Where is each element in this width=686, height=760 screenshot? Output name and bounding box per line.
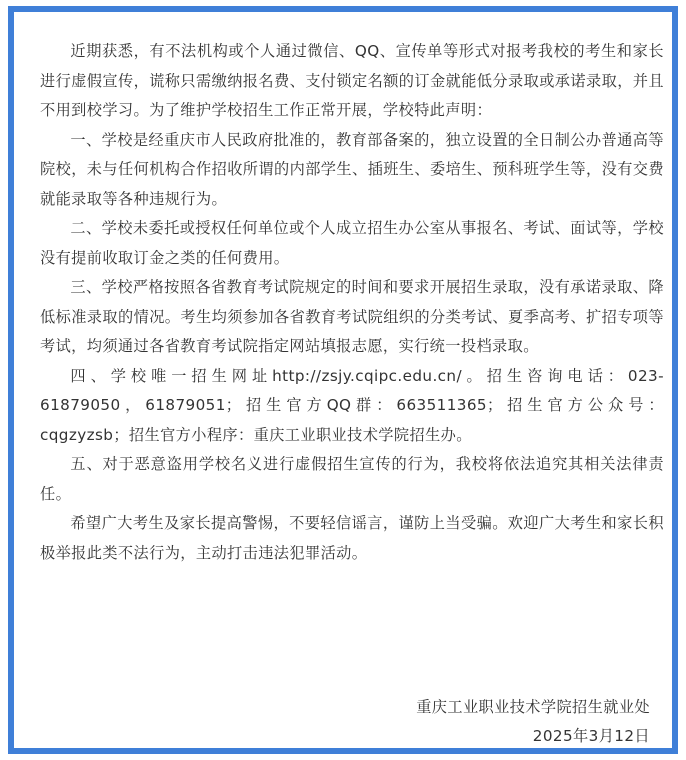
statement-4-paragraph: 四、学校唯一招生网址http://zsjy.cqipc.edu.cn/。招生咨询电话：023-61879050，61879051；招生官方QQ群：663511365；招生官方公众号：cqgzyzsb；招生官方小程序：重庆工业职业技术学院招生办。 <box>40 366 664 444</box>
closing-paragraph: 希望广大考生及家长提高警惕，不要轻信谣言，谨防上当受骗。欢迎广大考生和家长积极举报此类不法行为，主动打击违法犯罪活动。 <box>40 514 664 562</box>
notice-body <box>40 37 664 568</box>
statement-3-paragraph: 三、学校严格按照各省教育考试院规定的时间和要求开展招生录取，没有承诺录取、降低标准录取的情况。考生均须参加各省教育考试院组织的分类考试、夏季高考、扩招专项等考试，均须通过各省教育考试院指定网站填报志愿，实行统一投档录取。 <box>40 278 664 355</box>
signature-date: 2025年3月12日 <box>532 727 650 745</box>
intro-paragraph: 近期获悉，有不法机构或个人通过微信、QQ、宣传单等形式对报考我校的考生和家长进行虚假宣传，谎称只需缴纳报名费、支付锁定名额的订金就能低分录取或承诺录取，并且不用到校学习。为了维护学校招生工作正常开展，学校特此声明： <box>40 42 664 119</box>
statement-5-paragraph: 五、对于恶意盗用学校名义进行虚假招生宣传的行为，我校将依法追究其相关法律责任。 <box>40 455 664 503</box>
statement-1-paragraph: 一、学校是经重庆市人民政府批准的，教育部备案的，独立设置的全日制公办普通高等院校，未与任何机构合作招收所谓的内部学生、插班生、委培生、预科班学生等，没有交费就能录取等各种违规行为。 <box>40 130 664 208</box>
notice-frame <box>8 6 678 754</box>
signature-organization: 重庆工业职业技术学院招生就业处 <box>416 698 650 716</box>
signature-block <box>416 693 650 751</box>
statement-2-paragraph: 二、学校未委托或授权任何单位或个人成立招生办公室从事报名、考试、面试等，学校没有提前收取订金之类的任何费用。 <box>40 219 664 267</box>
